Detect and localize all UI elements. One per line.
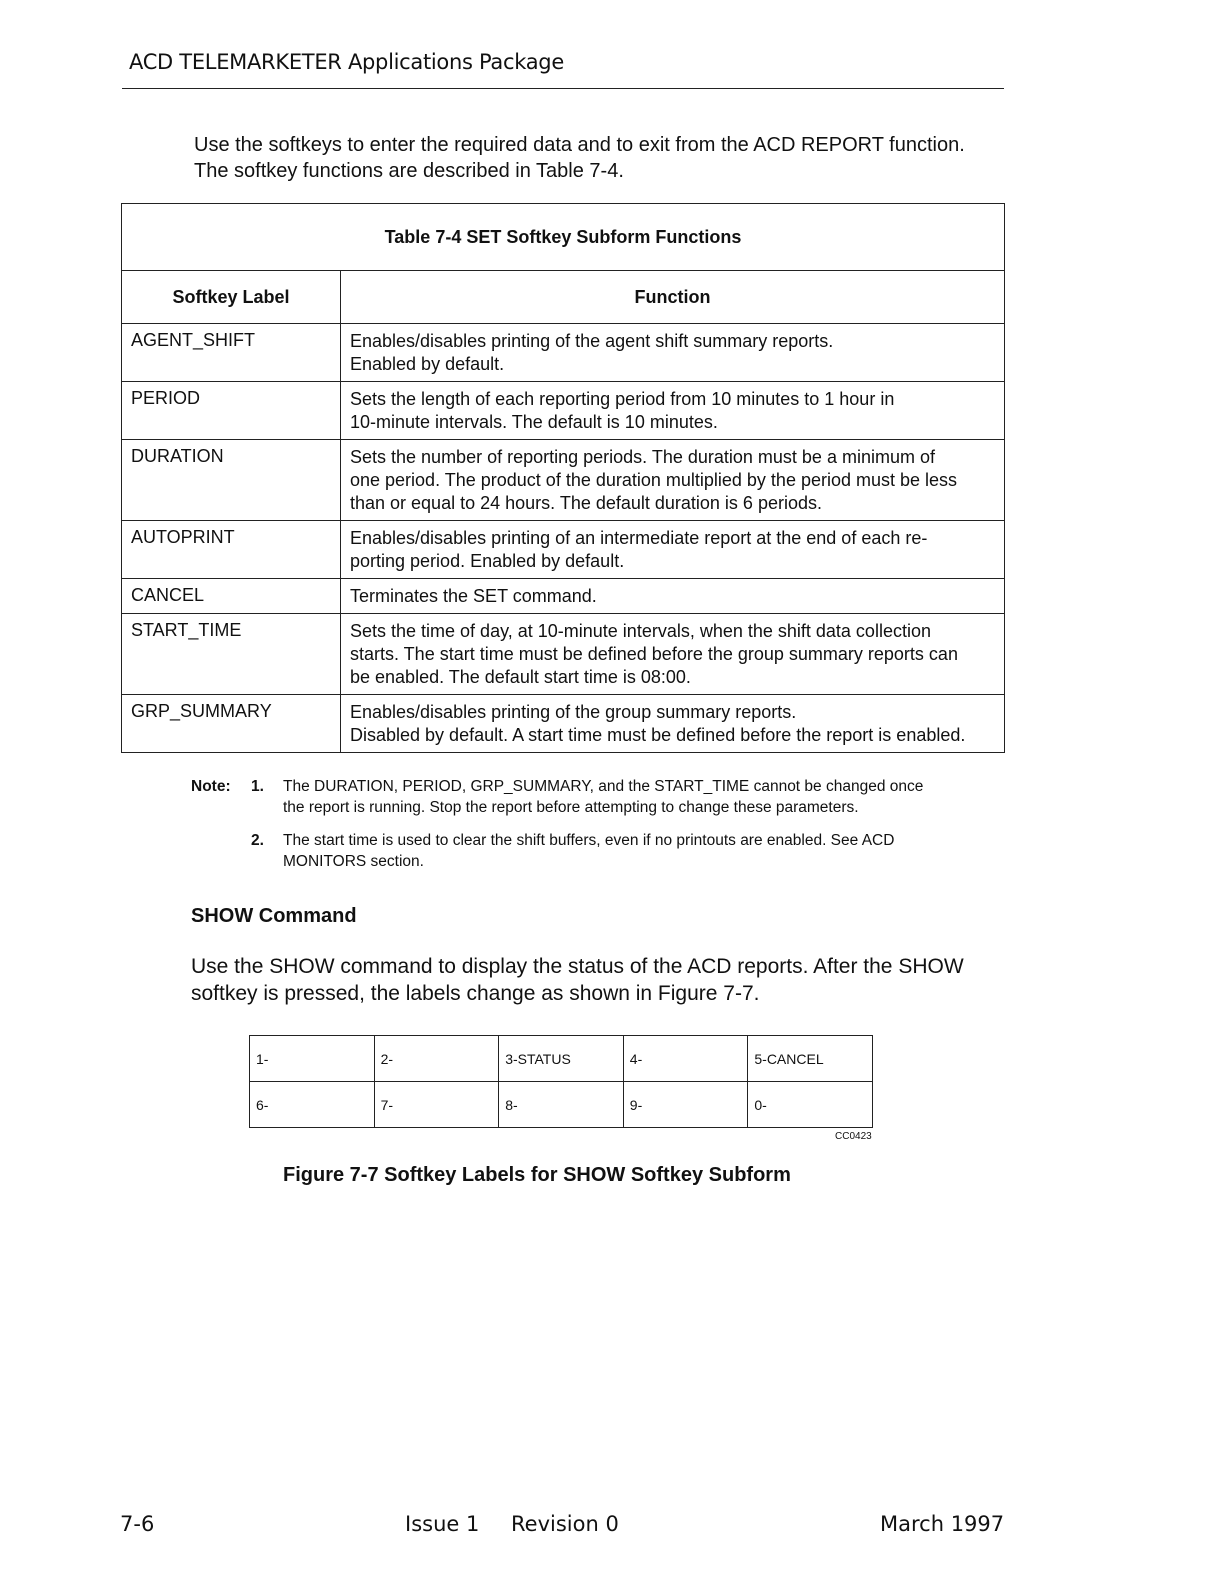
footer-revision: Revision 0 (511, 1512, 619, 1536)
note-item (191, 776, 1011, 818)
softkey-cell: 3-STATUS (499, 1036, 624, 1082)
intro-paragraph (194, 132, 1014, 184)
footer-issue: Issue 1 (405, 1512, 480, 1536)
function-description (341, 382, 1005, 440)
softkey-label: AUTOPRINT (122, 521, 341, 579)
show-line-1: Use the SHOW command to display the status of the ACD reports. After the SHOW (191, 955, 964, 978)
note-text (283, 776, 1011, 818)
function-line: Terminates the SET command. (350, 586, 597, 606)
softkey-cell: 6- (250, 1082, 375, 1128)
softkey-label: START_TIME (122, 614, 341, 695)
table-row (122, 324, 1005, 382)
function-line: Enables/disables printing of the group summary reports. (350, 702, 797, 722)
softkey-cell: 1- (250, 1036, 375, 1082)
softkey-label: PERIOD (122, 382, 341, 440)
note-text (283, 830, 1011, 872)
note-number: 2. (251, 832, 264, 849)
function-line: Sets the number of reporting periods. The duration must be a minimum of (350, 447, 935, 467)
table-caption: Table 7-4 SET Softkey Subform Functions (122, 204, 1005, 271)
note-line: The DURATION, PERIOD, GRP_SUMMARY, and the START_TIME cannot be changed once (283, 778, 924, 795)
softkey-cell: 9- (623, 1082, 748, 1128)
notes-block (191, 776, 1011, 884)
note-line: MONITORS section. (283, 853, 424, 870)
table-row (122, 614, 1005, 695)
show-paragraph (191, 953, 1011, 1007)
figure-caption: Figure 7-7 Softkey Labels for SHOW Softkey Subform (283, 1164, 791, 1186)
table-row (122, 695, 1005, 753)
function-line: Enabled by default. (350, 354, 505, 374)
function-line: porting period. Enabled by default. (350, 551, 625, 571)
note-number: 1. (251, 778, 264, 795)
softkey-label: AGENT_SHIFT (122, 324, 341, 382)
table-row (122, 382, 1005, 440)
intro-line-1: Use the softkeys to enter the required data and to exit from the ACD REPORT function. (194, 134, 965, 156)
softkey-figure (249, 1035, 873, 1128)
softkey-cell: 5-CANCEL (748, 1036, 873, 1082)
column-header-softkey-label: Softkey Label (122, 271, 341, 324)
figure-code: CC0423 (835, 1131, 872, 1142)
column-header-function: Function (341, 271, 1005, 324)
footer-page-number: 7-6 (120, 1512, 155, 1536)
function-line: be enabled. The default start time is 08:00. (350, 667, 691, 687)
function-description (341, 695, 1005, 753)
softkey-cell: 0- (748, 1082, 873, 1128)
footer-date: March 1997 (880, 1512, 1005, 1536)
intro-line-2: The softkey functions are described in Table 7-4. (194, 160, 624, 182)
softkey-label: GRP_SUMMARY (122, 695, 341, 753)
softkey-cell: 7- (374, 1082, 499, 1128)
function-description (341, 614, 1005, 695)
note-line: the report is running. Stop the report before attempting to change these parameters. (283, 799, 859, 816)
function-line: Sets the time of day, at 10-minute intervals, when the shift data collection (350, 621, 931, 641)
table-row (122, 440, 1005, 521)
function-line: Enables/disables printing of an intermediate report at the end of each re- (350, 528, 928, 548)
softkey-label: DURATION (122, 440, 341, 521)
note-line: The start time is used to clear the shift buffers, even if no printouts are enabled. See ACD (283, 832, 895, 849)
note-item (191, 830, 1011, 872)
function-line: one period. The product of the duration multiplied by the period must be less (350, 470, 958, 490)
function-description (341, 521, 1005, 579)
note-label-spacer (191, 830, 251, 872)
table-row (122, 579, 1005, 614)
softkey-functions-table (121, 203, 1005, 753)
function-line: Sets the length of each reporting period from 10 minutes to 1 hour in (350, 389, 895, 409)
note-label: Note: (191, 778, 231, 795)
function-description (341, 579, 1005, 614)
section-heading: SHOW Command (191, 905, 357, 927)
function-line: Enables/disables printing of the agent shift summary reports. (350, 331, 834, 351)
softkey-cell: 4- (623, 1036, 748, 1082)
header-rule (122, 88, 1004, 89)
function-line: Disabled by default. A start time must be defined before the report is enabled. (350, 725, 966, 745)
function-description (341, 324, 1005, 382)
function-line: 10-minute intervals. The default is 10 minutes. (350, 412, 718, 432)
softkey-label: CANCEL (122, 579, 341, 614)
running-header: ACD TELEMARKETER Applications Package (129, 50, 564, 74)
softkey-cell: 2- (374, 1036, 499, 1082)
table-row (122, 521, 1005, 579)
function-line: than or equal to 24 hours. The default duration is 6 periods. (350, 493, 822, 513)
function-line: starts. The start time must be defined before the group summary reports can (350, 644, 958, 664)
softkey-cell: 8- (499, 1082, 624, 1128)
function-description (341, 440, 1005, 521)
show-line-2: softkey is pressed, the labels change as shown in Figure 7-7. (191, 982, 760, 1005)
